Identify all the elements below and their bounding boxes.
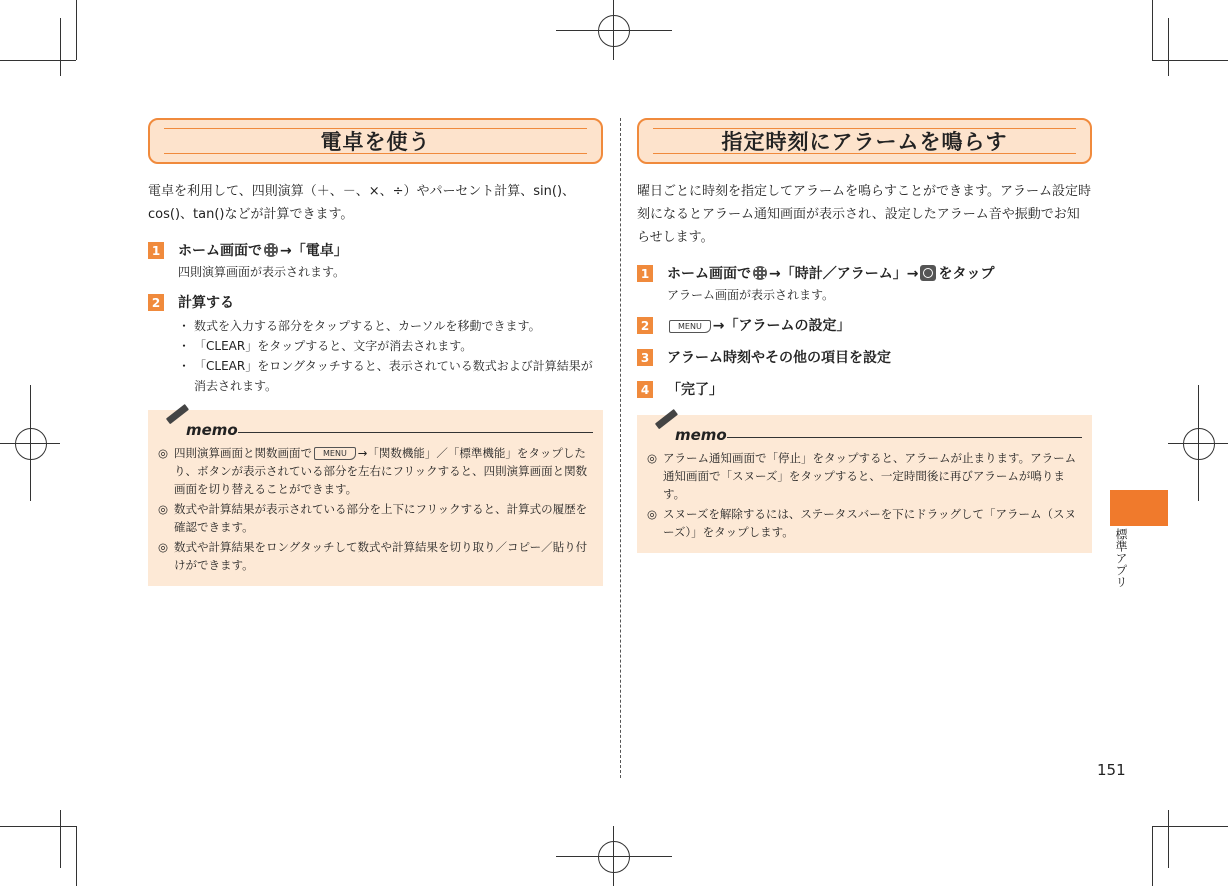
section-title: 指定時刻にアラームを鳴らす bbox=[721, 130, 1008, 154]
memo-item: ◎ アラーム通知画面で「停止」をタップすると、アラームが止まります。アラーム通知画面で「スヌーズ」をタップすると、一定時間後に再びアラームが鳴ります。 bbox=[647, 449, 1082, 503]
memo-item: ◎ スヌーズを解除するには、ステータスバーを下にドラッグして「アラーム（スヌーズ）」をタップします。 bbox=[647, 505, 1082, 541]
step-title: ホーム画面で →「電卓」 bbox=[178, 243, 348, 259]
clock-icon bbox=[920, 265, 936, 281]
step-number: 2 bbox=[637, 317, 653, 334]
step-description: アラーム画面が表示されます。 bbox=[667, 288, 835, 302]
memo-box bbox=[148, 410, 603, 586]
step-2 bbox=[148, 292, 603, 396]
column-divider bbox=[620, 118, 621, 778]
right-column bbox=[637, 118, 1092, 553]
step-description: 四則演算画面が表示されます。 bbox=[178, 265, 346, 279]
memo-label: memo bbox=[675, 426, 727, 444]
step-4 bbox=[637, 379, 1092, 401]
memo-item: ◎ 四則演算画面と関数画面で MENU →「関数機能」／「標準機能」をタップしたり、ボタンが表示されている部分を左右にフリックすると、四則演算画面と関数画面を切り替えることができます。 bbox=[158, 444, 593, 498]
list-item: ・ 「CLEAR」をロングタッチすると、表示されている数式および計算結果が消去されます。 bbox=[178, 356, 603, 396]
step-number: 1 bbox=[148, 242, 164, 259]
step-number: 2 bbox=[148, 294, 164, 311]
memo-label: memo bbox=[186, 421, 238, 439]
step-title: 「完了」 bbox=[667, 382, 723, 398]
apps-icon bbox=[753, 266, 767, 280]
memo-item: ◎ 数式や計算結果をロングタッチして数式や計算結果を切り取り／コピー／貼り付けができます。 bbox=[158, 538, 593, 574]
menu-key-icon: MENU bbox=[669, 320, 711, 333]
step-title: 計算する bbox=[178, 295, 234, 311]
left-column bbox=[148, 118, 603, 586]
step-title: アラーム時刻やその他の項目を設定 bbox=[667, 350, 891, 366]
section-title: 電卓を使う bbox=[320, 130, 431, 154]
menu-key-icon: MENU bbox=[314, 447, 356, 460]
step-1 bbox=[148, 240, 603, 282]
memo-header bbox=[647, 425, 1082, 447]
section-intro: 電卓を利用して、四則演算（＋、－、×、÷）やパーセント計算、sin()、cos()、tan()などが計算できます。 bbox=[148, 184, 576, 222]
list-item: ・ 数式を入力する部分をタップすると、カーソルを移動できます。 bbox=[178, 316, 603, 336]
apps-icon bbox=[264, 243, 278, 257]
page-number: 151 bbox=[1097, 761, 1126, 779]
step-number: 1 bbox=[637, 265, 653, 282]
bullet-list bbox=[178, 316, 603, 396]
step-number: 3 bbox=[637, 349, 653, 366]
section-title-bar bbox=[637, 118, 1092, 164]
memo-box bbox=[637, 415, 1092, 553]
chapter-tab bbox=[1110, 490, 1168, 526]
step-number: 4 bbox=[637, 381, 653, 398]
section-title-bar bbox=[148, 118, 603, 164]
memo-item: ◎ 数式や計算結果が表示されている部分を上下にフリックすると、計算式の履歴を確認できます。 bbox=[158, 500, 593, 536]
step-1 bbox=[637, 263, 1092, 305]
step-2 bbox=[637, 315, 1092, 337]
step-title: MENU →「アラームの設定」 bbox=[667, 315, 1092, 337]
memo-header bbox=[158, 420, 593, 442]
step-3 bbox=[637, 347, 1092, 369]
section-intro: 曜日ごとに時刻を指定してアラームを鳴らすことができます。アラーム設定時刻になるとアラーム通知画面が表示され、設定したアラーム音や振動でお知らせします。 bbox=[637, 184, 1091, 245]
chapter-label: 標準アプリ bbox=[1114, 528, 1128, 588]
list-item: ・ 「CLEAR」をタップすると、文字が消去されます。 bbox=[178, 336, 603, 356]
step-title: ホーム画面で →「時計／アラーム」→ をタップ bbox=[667, 266, 995, 282]
